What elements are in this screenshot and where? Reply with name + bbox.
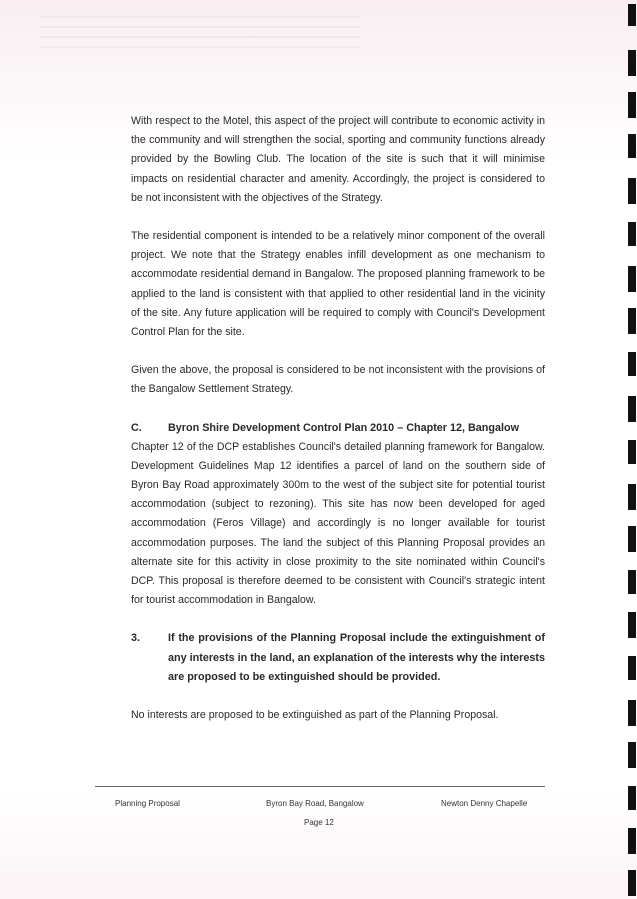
edge-mark bbox=[628, 526, 636, 552]
paragraph-residential: The residential component is intended to be a relatively minor component of the overall project. We note that the Strategy enables infill development as one mechanism to accommodate residential demand in Bangalow. The proposed planning framework to be applied to the land is consistent with that applied to other residential land in the vicinity of the site. Any future application will be required to comply with Council's Development Control Plan for the site. bbox=[131, 230, 545, 339]
edge-mark bbox=[628, 612, 636, 638]
edge-mark bbox=[628, 440, 636, 464]
item-3-number: 3. bbox=[131, 632, 141, 645]
edge-mark bbox=[628, 700, 636, 726]
edge-mark bbox=[628, 50, 636, 76]
edge-mark bbox=[628, 92, 636, 118]
bleed-through-text bbox=[40, 16, 360, 56]
edge-mark bbox=[628, 656, 636, 680]
edge-mark bbox=[628, 266, 636, 292]
edge-mark bbox=[628, 396, 636, 422]
footer-right: Newton Denny Chapelle bbox=[441, 799, 528, 808]
item-3-text: If the provisions of the Planning Proposal include the extinguishment of any interests in the land, an explanation of the interests why the interests are proposed to be extinguished should be provided. bbox=[168, 632, 545, 684]
paragraph-section-c: Chapter 12 of the DCP establishes Council's detailed planning framework for Bangalow. Development Guidelines Map 12 identifies a parcel of land on the southern side of Byron Bay Road approximately 300m to the west of the subject site for potential tourist accommodation (subject to rezoning). This site has now been developed for aged accommodation (Feros Village) and accordingly is no longer available for tourist accommodation purposes. The land the subject of this Planning Proposal provides an alternate site for this activity in close proximity to the site nominated within Council's DCP. This proposal is therefore deemed to be consistent with Council's strategic intent for tourist accommodation in Bangalow. bbox=[131, 440, 545, 607]
section-c-title: Byron Shire Development Control Plan 2010 – Chapter 12, Bangalow bbox=[168, 421, 519, 434]
paragraph-given: Given the above, the proposal is considered to be not inconsistent with the provisions of the Bangalow Settlement Strategy. bbox=[131, 364, 545, 396]
paragraph-motel: With respect to the Motel, this aspect of the project will contribute to economic activity in the community and will strengthen the social, sporting and community functions already provided by the Bowling Club. The location of the site is such that it will minimise impacts on residential character and amenity. Accordingly, the project is considered to be not inconsistent with the objectives of the Strategy. bbox=[131, 115, 545, 204]
edge-mark bbox=[628, 742, 636, 768]
edge-mark bbox=[628, 828, 636, 854]
edge-mark bbox=[628, 570, 636, 594]
edge-mark bbox=[628, 786, 636, 810]
footer-center: Byron Bay Road, Bangalow bbox=[266, 799, 364, 808]
edge-mark bbox=[628, 484, 636, 510]
paragraph-closing: No interests are proposed to be extinguished as part of the Planning Proposal. bbox=[131, 708, 499, 721]
section-c-heading bbox=[131, 419, 545, 438]
item-3 bbox=[131, 629, 545, 687]
edge-mark bbox=[628, 178, 636, 204]
document-body bbox=[131, 112, 545, 744]
section-c-letter: C. bbox=[131, 421, 142, 434]
page-number: Page 12 bbox=[304, 818, 334, 827]
edge-mark bbox=[628, 308, 636, 334]
scanner-edge-marks bbox=[624, 0, 636, 899]
edge-mark bbox=[628, 352, 636, 376]
footer-left: Planning Proposal bbox=[115, 799, 180, 808]
edge-mark bbox=[628, 134, 636, 158]
edge-mark bbox=[628, 4, 636, 26]
edge-mark bbox=[628, 870, 636, 896]
edge-mark bbox=[628, 222, 636, 246]
footer-divider bbox=[95, 786, 545, 787]
